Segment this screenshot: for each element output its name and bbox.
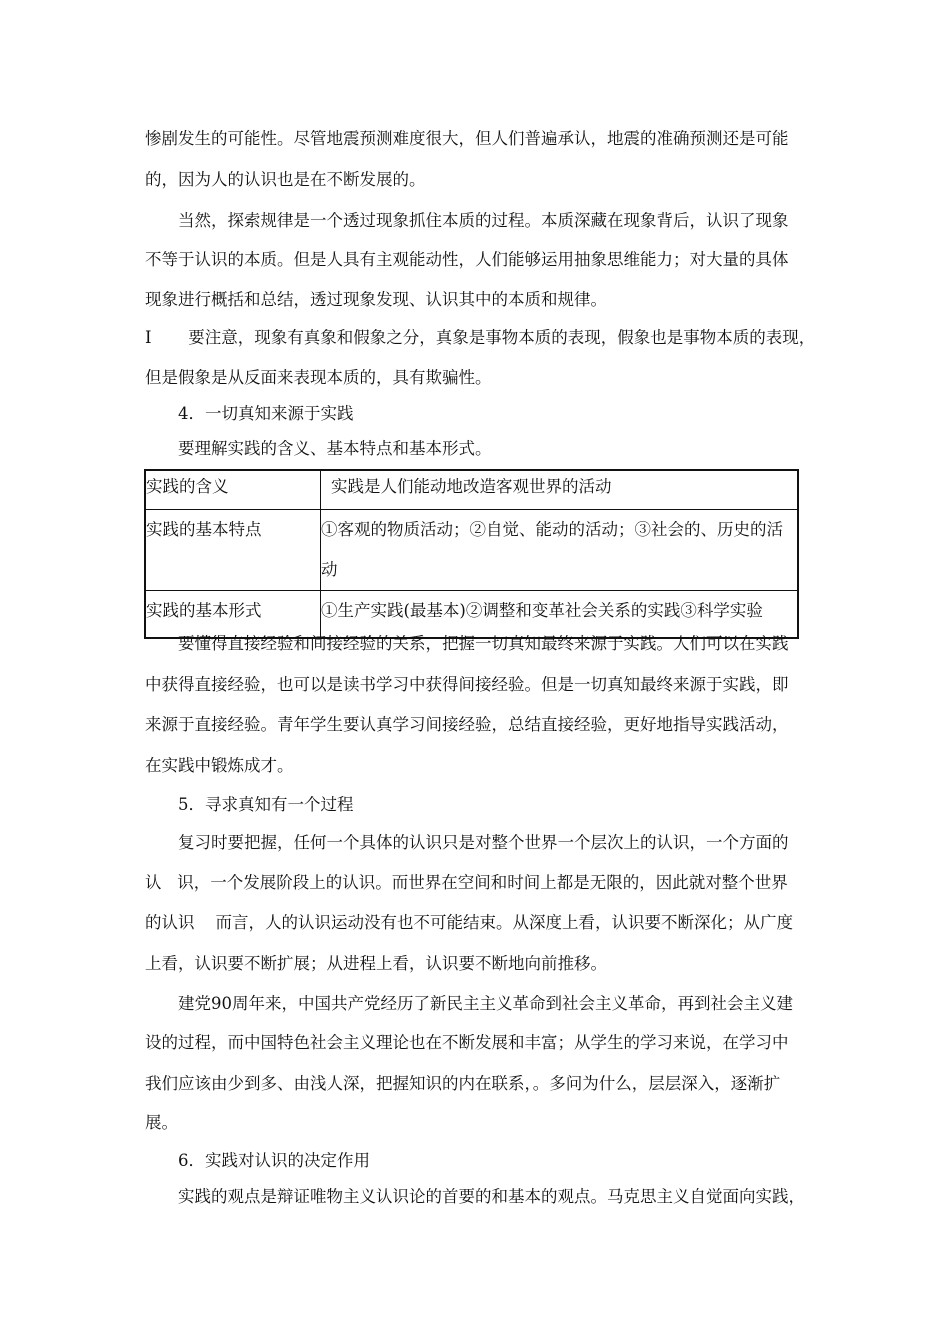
table-row [145, 510, 798, 591]
text-line: 认 识，一个发展阶段上的认识。而世界在空间和时间上都是无限的，因此就对整个世界 [145, 873, 788, 892]
text-line: 不等于认识的本质。但是人具有主观能动性，人们能够运用抽象思维能力；对大量的具体 [145, 250, 789, 269]
text-line: 展。 [145, 1113, 178, 1132]
text-line: 复习时要把握，任何一个具体的认识只是对整个世界一个层次上的认识，一个方面的 [178, 833, 789, 852]
table-cell-content [321, 470, 799, 510]
text-line: 的认识 而言，人的认识运动没有也不可能结束。从深度上看，认识要不断深化；从广度 [145, 913, 793, 932]
text-line: 设的过程，而中国特色社会主义理论也在不断发展和丰富；从学生的学习来说，在学习中 [145, 1033, 789, 1052]
table-cell-content [321, 510, 799, 591]
text-line: 惨剧发生的可能性。尽管地震预测难度很大，但人们普遍承认，地震的准确预测还是可能 [145, 129, 789, 148]
text-line: 实践的观点是辩证唯物主义认识论的首要的和基本的观点。马克思主义自觉面向实践， [178, 1187, 805, 1206]
cell-text: ①客观的物质活动；②自觉、能动的活动；③社会的、历史的活 [321, 520, 783, 539]
cell-text: 实践是人们能动地改造客观世界的活动 [331, 477, 612, 496]
text-line: 我们应该由少到多、由浅人深，把握知识的内在联系，。多问为什么，层层深入，逐渐扩 [145, 1074, 781, 1093]
text-line: 要懂得直接经验和间接经验的关系，把握一切真知最终来源于实践。人们可以在实践 [178, 634, 789, 653]
table-cell-label: 实践的含义 [145, 470, 321, 510]
section-heading-5: 5．寻求真知有一个过程 [178, 795, 354, 814]
table-cell-content: ①生产实践(最基本)②调整和变革社会关系的实践③科学实验 [321, 591, 799, 639]
text-line: 要理解实践的含义、基本特点和基本形式。 [178, 439, 492, 458]
text-line: I 要注意，现象有真象和假象之分，真象是事物本质的表现，假象也是事物本质的表现， [145, 328, 816, 347]
table-cell-label: 实践的基本形式 [145, 591, 321, 639]
text-line: 现象进行概括和总结，透过现象发现、认识其中的本质和规律。 [145, 290, 607, 309]
text-line: 当然，探索规律是一个透过现象抓住本质的过程。本质深藏在现象背后，认识了现象 [178, 211, 789, 230]
practice-table [144, 469, 799, 639]
table-cell-label: 实践的基本特点 [145, 510, 321, 591]
text-line: 来源于直接经验。青年学生要认真学习间接经验，总结直接经验，更好地指导实践活动， [145, 715, 789, 734]
cell-text: 动 [321, 560, 338, 579]
table-row [145, 470, 798, 510]
text-line: 中获得直接经验，也可以是读书学习中获得间接经验。但是一切真知最终来源于实践，即 [145, 675, 789, 694]
section-heading-6: 6．实践对认识的决定作用 [178, 1151, 370, 1170]
table-row [145, 591, 798, 639]
text-line: 在实践中锻炼成才。 [145, 756, 294, 775]
text-line: 建党90周年来，中国共产党经历了新民主主义革命到社会主义革命，再到社会主义建 [178, 994, 793, 1013]
text-line: 但是假象是从反面来表现本质的，具有欺骗性。 [145, 368, 492, 387]
text-line: 的，因为人的认识也是在不断发展的。 [145, 170, 426, 189]
text-line: 上看，认识要不断扩展；从进程上看，认识要不断地向前推移。 [145, 954, 607, 973]
section-heading-4: 4．一切真知来源于实践 [178, 404, 354, 423]
